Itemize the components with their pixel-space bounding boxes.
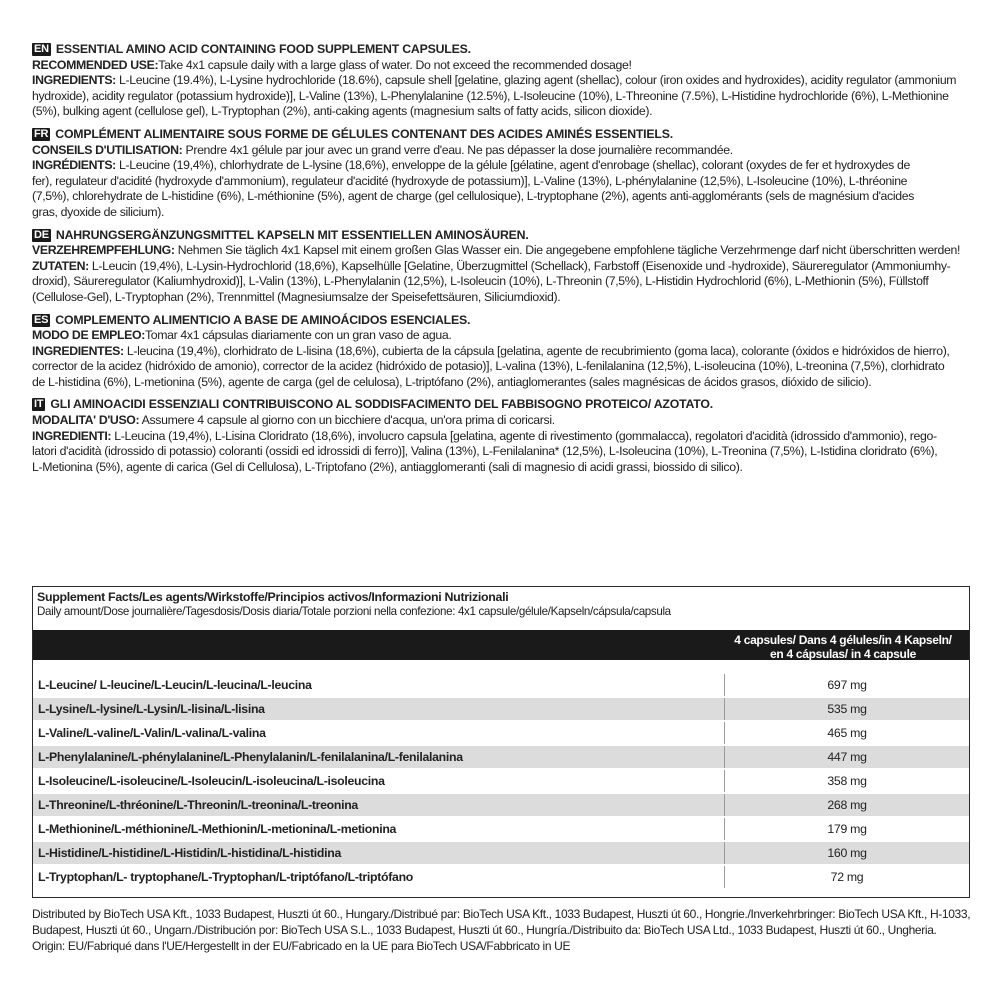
nutrient-amount: 72 mg xyxy=(725,865,970,889)
ingredients-line: hydroxide), acidity regulator (potassium hydroxide)], L-Valine (13%), L-Phenylalanine (12.5%), L-Isoleucine (10%), L-Threonine (7.5%), L-Histidine hydrochloride (6%), L-Methionine xyxy=(32,88,949,103)
table-row xyxy=(33,745,969,769)
nutrient-name: L-Leucine/ L-leucine/L-Leucin/L-leucina/L-leucina xyxy=(33,674,725,697)
table-row xyxy=(33,841,969,865)
ingredients-line: droxid), Säureregulator (Kaliumhydroxid)], L-Valin (13%), L-Phenylalanin (12,5%), L-Isoleucin (10%), L-Threonin (7,5%), L-Histidin Hydrochlorid (6%), L-Methionin (5%), Füllstoff xyxy=(32,274,929,289)
nutrient-name: L-Lysine/L-lysine/L-Lysin/L-lisina/L-lisina xyxy=(33,697,725,721)
nutrient-name: L-Histidine/L-histidine/L-Histidin/L-histidina/L-histidina xyxy=(33,841,725,865)
recommended-use: RECOMMENDED USE:Take 4x1 capsule daily with a large glass of water. Do not exceed the recommended dosage! xyxy=(32,57,632,72)
ingredients-line: (7,5%), chlorehydrate de L-histidine (6%), L-méthionine (5%), agent de charge (gel cellulosique), L-tryptophane (2%), agents anti-agglomérants (sels de magnésium d'acides xyxy=(32,189,915,204)
facts-subtitle: Daily amount/Dose journalière/Tagesdosis/Dosis diaria/Totale porzioni nella confezione: 4x1 capsule/gélule/Kapseln/cápsula/capsula xyxy=(37,605,671,618)
table-row xyxy=(33,674,969,697)
ingredients-line: de L-histidina (6%), L-metionina (5%), agente de carga (gel de celulosa), L-triptófano (2%), antiaglomerantes (sales magnésicas de ácidos grasos, dióxido de silicio). xyxy=(32,374,872,389)
language-badge-en: EN xyxy=(34,43,49,55)
nutrient-name: L-Phenylalanine/L-phénylalanine/L-Phenylalanin/L-fenilalanina/L-fenilalanina xyxy=(33,745,725,769)
nutrient-name: L-Threonine/L-thréonine/L-Threonin/L-treonina/L-treonina xyxy=(33,793,725,817)
footer-line: Budapest, Huszti út 60., Ungarn./Distribución por: BioTech USA S.L., 1033 Budapest, Huszti út 60., Hungría./Distribuito da: BioTech USA Ltd., 1033 Budapest, Huszti út 60., Ungheria. xyxy=(32,923,937,937)
table-row xyxy=(33,721,969,745)
nutrient-amount: 358 mg xyxy=(725,769,970,793)
ingredients-line: latori d'acidità (idrossido di potassio) coloranti (ossidi ed idrossidi di ferro)], Valina (13%), L-Fenilalanina* (12,5%), L-Isoleucina (10%), L-Treonina (7,5%), L-Istidina cloridrato (6%), xyxy=(32,444,938,459)
label-text-sections xyxy=(32,42,972,482)
section-title: DE NAHRUNGSERGÄNZUNGSMITTEL KAPSELN MIT ESSENTIELLEN AMINOSÄUREN. xyxy=(34,227,529,242)
ingredients-line: INGRÉDIENTS: L-Leucine (19,4%), chlorhydrate de L-lysine (18,6%), enveloppe de la gélule [gélatine, agent d'enrobage (shellac), colorant (oxydes de fer et hydroxydes de xyxy=(32,158,910,173)
ingredients-line: ZUTATEN: L-Leucin (19,4%), L-Lysin-Hydrochlorid (18,6%), Kapselhülle [Gelatine, Überzugmittel (Schellack), Farbstoff (Eisenoxide und -hydroxide), Säureregulator (Ammoniumhy- xyxy=(32,258,951,273)
supplement-facts-table xyxy=(32,586,970,898)
nutrient-amount: 268 mg xyxy=(725,793,970,817)
facts-title: Supplement Facts/Les agents/Wirkstoffe/Principios activos/Informazioni Nutrizionali xyxy=(37,590,509,604)
section-fr xyxy=(32,127,972,221)
nutrient-amount: 160 mg xyxy=(725,841,970,865)
distributor-footer xyxy=(32,906,972,954)
footer-line: Distributed by BioTech USA Kft., 1033 Budapest, Huszti út 60., Hungary./Distribué par: BioTech USA Kft., 1033 Budapest, Huszti út 60., Hongrie./Inverkehrbringer: BioTech USA Kft., H-1033, xyxy=(32,907,971,921)
nutrient-amount: 179 mg xyxy=(725,817,970,841)
section-it xyxy=(32,397,972,475)
facts-header xyxy=(33,587,969,630)
table-row xyxy=(33,865,969,889)
nutrient-name: L-Valine/L-valine/L-Valin/L-valina/L-valina xyxy=(33,721,725,745)
section-es xyxy=(32,313,972,391)
section-de xyxy=(32,228,972,306)
language-badge-it: IT xyxy=(34,398,44,411)
ingredients-line: INGREDIENTS: L-Leucine (19.4%), L-Lysine hydrochloride (18.6%), capsule shell [gelatine, glazing agent (shellac), colour (iron oxides and hydroxides), acidity regulator (ammonium xyxy=(32,73,957,88)
ingredients-line: (Cellulose-Gel), L-Tryptophan (2%), Trennmittel (Magnesiumsalze der Speisefettsäuren, Siliciumdioxid). xyxy=(32,289,561,304)
nutrient-name: L-Isoleucine/L-isoleucine/L-Isoleucin/L-isoleucina/L-isoleucina xyxy=(33,769,725,793)
ingredients-line: corrector de la acidez (hidróxido de amonio), corrector de la acidez (hidróxido de potasio)], L-valina (13%), L-fenilalanina (12,5%), L-isoleucina (10%), L-treonina (7,5%), clorhidrato xyxy=(32,359,945,374)
language-badge-es: ES xyxy=(34,313,49,326)
footer-line: Origin: EU/Fabriqué dans l'UE/Hergestellt in der EU/Fabricado en la UE para BioTech USA/Fabbricato in UE xyxy=(32,939,571,953)
section-title: EN ESSENTIAL AMINO ACID CONTAINING FOOD SUPPLEMENT CAPSULES. xyxy=(34,42,471,56)
table-row xyxy=(33,697,969,721)
nutrient-name: L-Methionine/L-méthionine/L-Methionin/L-metionina/L-metionina xyxy=(33,817,725,841)
table-row xyxy=(33,793,969,817)
amount-column-header: 4 capsules/ Dans 4 gélules/in 4 Kapseln/ en 4 cápsulas/ in 4 capsule xyxy=(734,633,952,661)
recommended-use: MODALITA' D'USO: Assumere 4 capsule al giorno con un bicchiere d'acqua, un'ora prima di coricarsi. xyxy=(32,413,555,428)
section-title: FR COMPLÉMENT ALIMENTAIRE SOUS FORME DE GÉLULES CONTENANT DES ACIDES AMINÉS ESSENTIELS. xyxy=(34,126,673,141)
ingredients-line: INGREDIENTES: L-leucina (19,4%), clorhidrato de L-lisina (18,6%), cubierta de la cápsula [gelatina, agente de recubrimiento (goma laca), colorante (óxidos e hidróxidos de hierro), xyxy=(32,343,950,358)
facts-column-header-bar xyxy=(33,630,969,660)
ingredients-line: INGREDIENTI: L-Leucina (19,4%), L-Lisina Cloridrato (18,6%), involucro capsula [gelatina, agente di rivestimento (gommalacca), regolatori d'acidità (idrossido d'ammonio), rego- xyxy=(32,428,937,443)
ingredients-line: gras, dyoxide de silicium). xyxy=(32,204,165,219)
section-title: IT GLI AMINOACIDI ESSENZIALI CONTRIBUISCONO AL SODDISFACIMENTO DEL FABBISOGNO PROTEICO/ AZOTATO. xyxy=(34,397,713,412)
nutrient-amount: 465 mg xyxy=(725,721,970,745)
nutrient-amount: 535 mg xyxy=(725,697,970,721)
section-title: ES COMPLEMENTO ALIMENTICIO A BASE DE AMINOÁCIDOS ESENCIALES. xyxy=(34,312,471,327)
nutrient-name: L-Tryptophan/L- tryptophane/L-Tryptophan/L-triptófano/L-triptófano xyxy=(33,865,725,889)
recommended-use: MODO DE EMPLEO:Tomar 4x1 cápsulas diariamente con un gran vaso de agua. xyxy=(32,328,452,343)
table-row xyxy=(33,817,969,841)
language-badge-fr: FR xyxy=(34,127,49,140)
facts-rows xyxy=(33,674,969,890)
section-en xyxy=(32,42,972,120)
recommended-use: VERZEHREMPFEHLUNG: Nehmen Sie täglich 4x1 Kapsel mit einem großen Glas Wasser ein. Die angegebene empfohlene tägliche Verzehrmenge darf nicht überschritten werden! xyxy=(32,243,961,258)
language-badge-de: DE xyxy=(34,228,49,241)
ingredients-line: (5%), bulking agent (cellulose gel), L-Tryptophan (2%), anti-caking agents (magnesium salts of fatty acids, silicon dioxide). xyxy=(32,104,653,119)
nutrient-amount: 447 mg xyxy=(725,745,970,769)
recommended-use: CONSEILS D'UTILISATION: Prendre 4x1 gélule par jour avec un grand verre d'eau. Ne pas dépasser la dose journalière recommandée. xyxy=(32,142,733,157)
ingredients-line: fer), regulateur d'acidité (hydroxyde d'ammonium), regulateur d'acidité (hydroxyde de potassium)], L-Valine (13%), L-phénylalanine (12,5%), L-Isoleucine (10%), L-thréonine xyxy=(32,173,908,188)
ingredients-line: L-Metionina (5%), agente di carica (Gel di Cellulosa), L-Triptofano (2%), antiagglomeranti (sali di magnesio di acidi grassi, biossido di silico). xyxy=(32,459,743,474)
table-row xyxy=(33,769,969,793)
nutrient-amount: 697 mg xyxy=(725,674,970,697)
